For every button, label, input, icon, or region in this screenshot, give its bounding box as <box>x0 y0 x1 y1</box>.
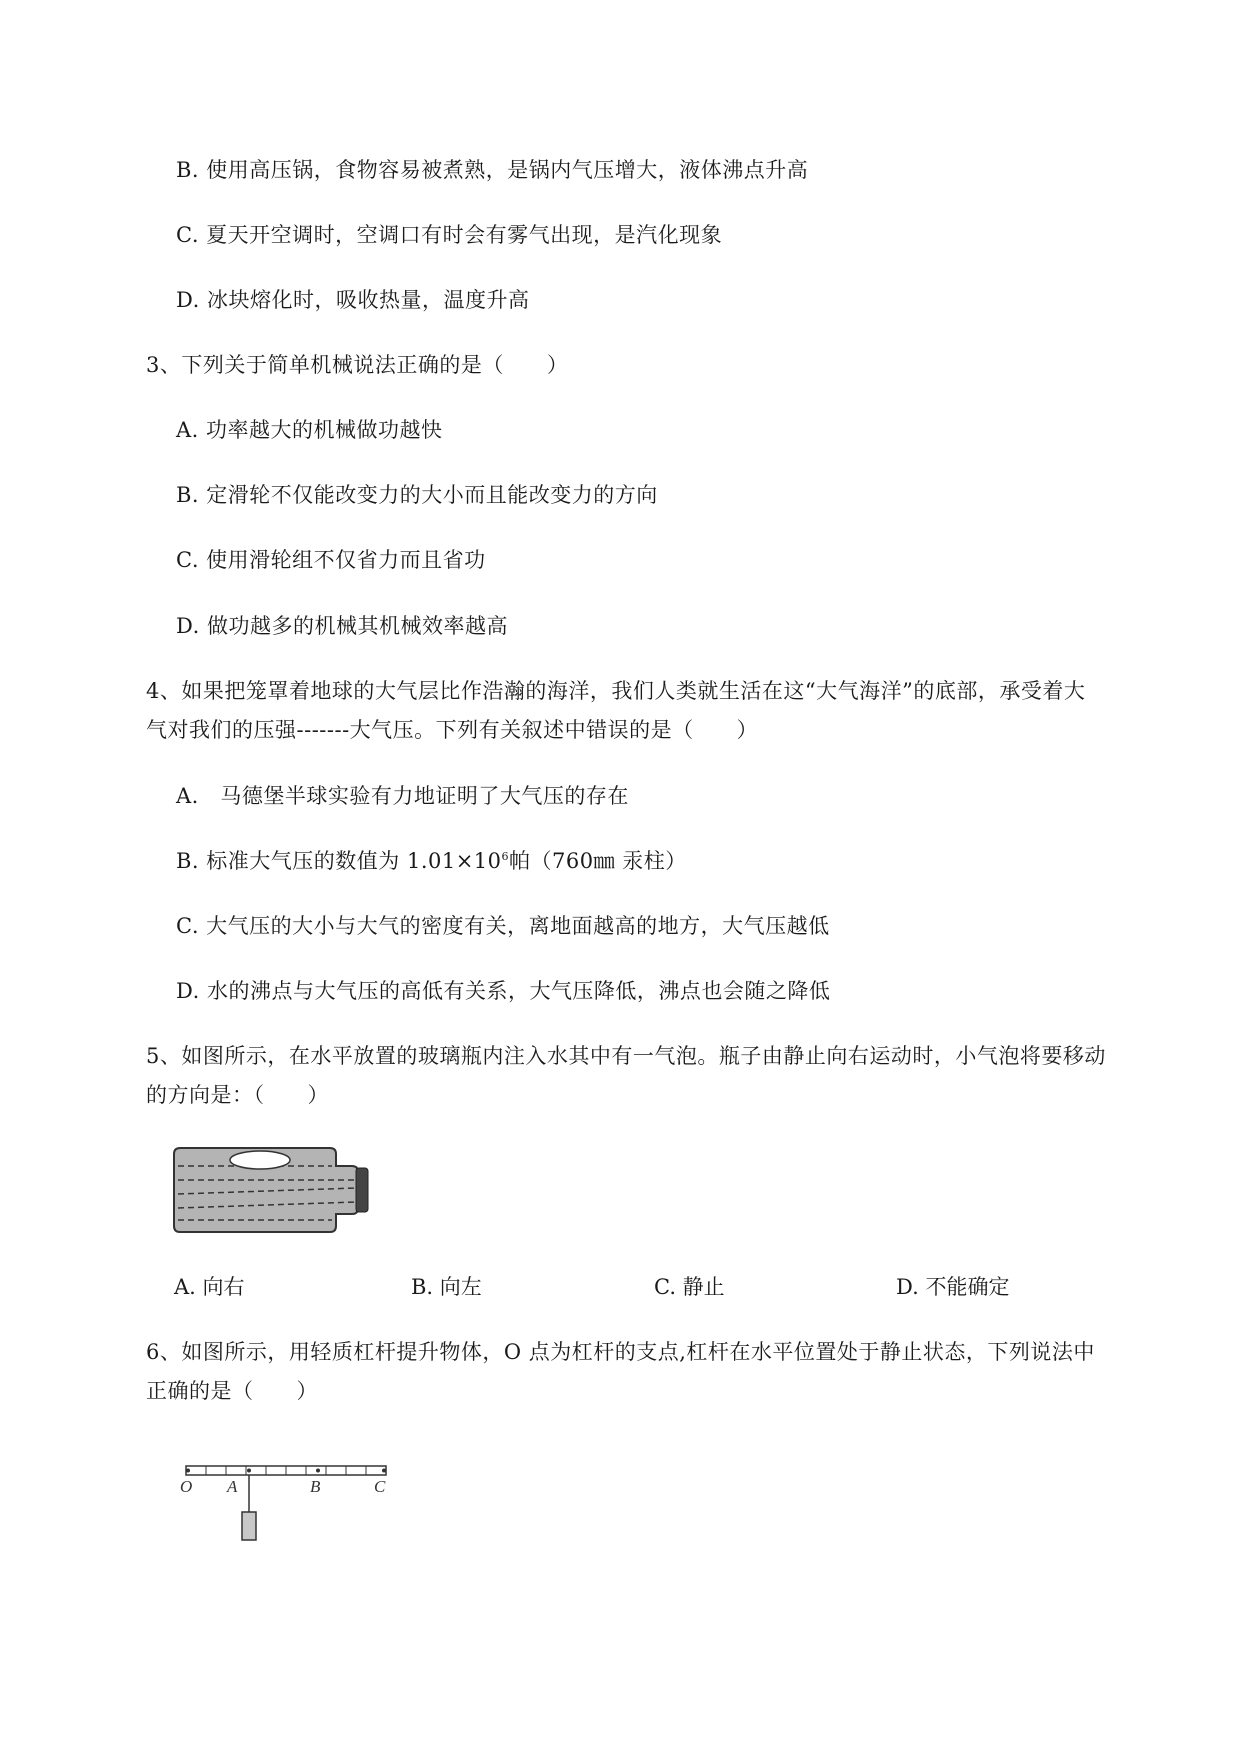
label-o: O <box>180 1477 193 1496</box>
q4-option-b-exponent: 6 <box>501 850 510 863</box>
q5-stem-line2: 的方向是：（ ） <box>146 1083 329 1107</box>
q2-option-d: D. 冰块熔化时，吸收热量，温度升高 <box>176 288 530 312</box>
q4-option-a: A. 马德堡半球实验有力地证明了大气压的存在 <box>176 784 629 808</box>
q4-option-b-suffix: 帕（760㎜ 汞柱） <box>509 849 687 873</box>
q4-stem-line2: 气对我们的压强-------大气压。下列有关叙述中错误的是（ ） <box>146 718 759 742</box>
q5-option-a: A. 向右 <box>174 1275 245 1299</box>
bottle-cap <box>356 1168 368 1212</box>
q5-option-d: D. 不能确定 <box>896 1275 1010 1299</box>
q4-option-d: D. 水的沸点与大气压的高低有关系，大气压降低，沸点也会随之降低 <box>176 979 831 1003</box>
lever-figure <box>178 1460 398 1542</box>
q4-stem-line1: 4、如果把笼罩着地球的大气层比作浩瀚的海洋，我们人类就生活在这“大气海洋”的底部，承受着大 <box>146 679 1086 703</box>
label-a: A <box>227 1477 238 1496</box>
point-b <box>316 1469 320 1473</box>
bottle-figure <box>172 1146 382 1236</box>
q2-option-b: B. 使用高压锅，食物容易被煮熟，是锅内气压增大，液体沸点升高 <box>176 158 809 182</box>
label-b: B <box>310 1477 321 1496</box>
q3-stem: 3、下列关于简单机械说法正确的是（ ） <box>146 353 569 377</box>
label-c: C <box>374 1477 386 1496</box>
point-c <box>382 1469 386 1473</box>
pivot-o <box>186 1469 190 1473</box>
q4-option-c: C. 大气压的大小与大气的密度有关，离地面越高的地方，大气压越低 <box>176 914 830 938</box>
air-bubble <box>230 1151 290 1169</box>
q2-option-c: C. 夏天开空调时，空调口有时会有雾气出现，是汽化现象 <box>176 223 723 247</box>
q6-stem-line2: 正确的是（ ） <box>146 1379 318 1403</box>
q3-option-a: A. 功率越大的机械做功越快 <box>176 418 443 442</box>
q3-option-c: C. 使用滑轮组不仅省力而且省功 <box>176 548 486 572</box>
q3-option-d: D. 做功越多的机械其机械效率越高 <box>176 614 508 638</box>
q6-stem-line1: 6、如图所示，用轻质杠杆提升物体，O 点为杠杆的支点,杠杆在水平位置处于静止状态，下列说法中 <box>146 1340 1095 1364</box>
q4-option-b-prefix: B. 标准大气压的数值为 1.01×10 <box>176 849 502 873</box>
q3-option-b: B. 定滑轮不仅能改变力的大小而且能改变力的方向 <box>176 483 658 507</box>
q5-option-c: C. 静止 <box>654 1275 725 1299</box>
q5-option-b: B. 向左 <box>411 1275 482 1299</box>
point-a <box>247 1469 251 1473</box>
hanging-weight <box>242 1512 256 1540</box>
q4-option-b <box>176 846 687 876</box>
q5-stem-line1: 5、如图所示，在水平放置的玻璃瓶内注入水其中有一气泡。瓶子由静止向右运动时，小气泡将要移动 <box>146 1044 1106 1068</box>
